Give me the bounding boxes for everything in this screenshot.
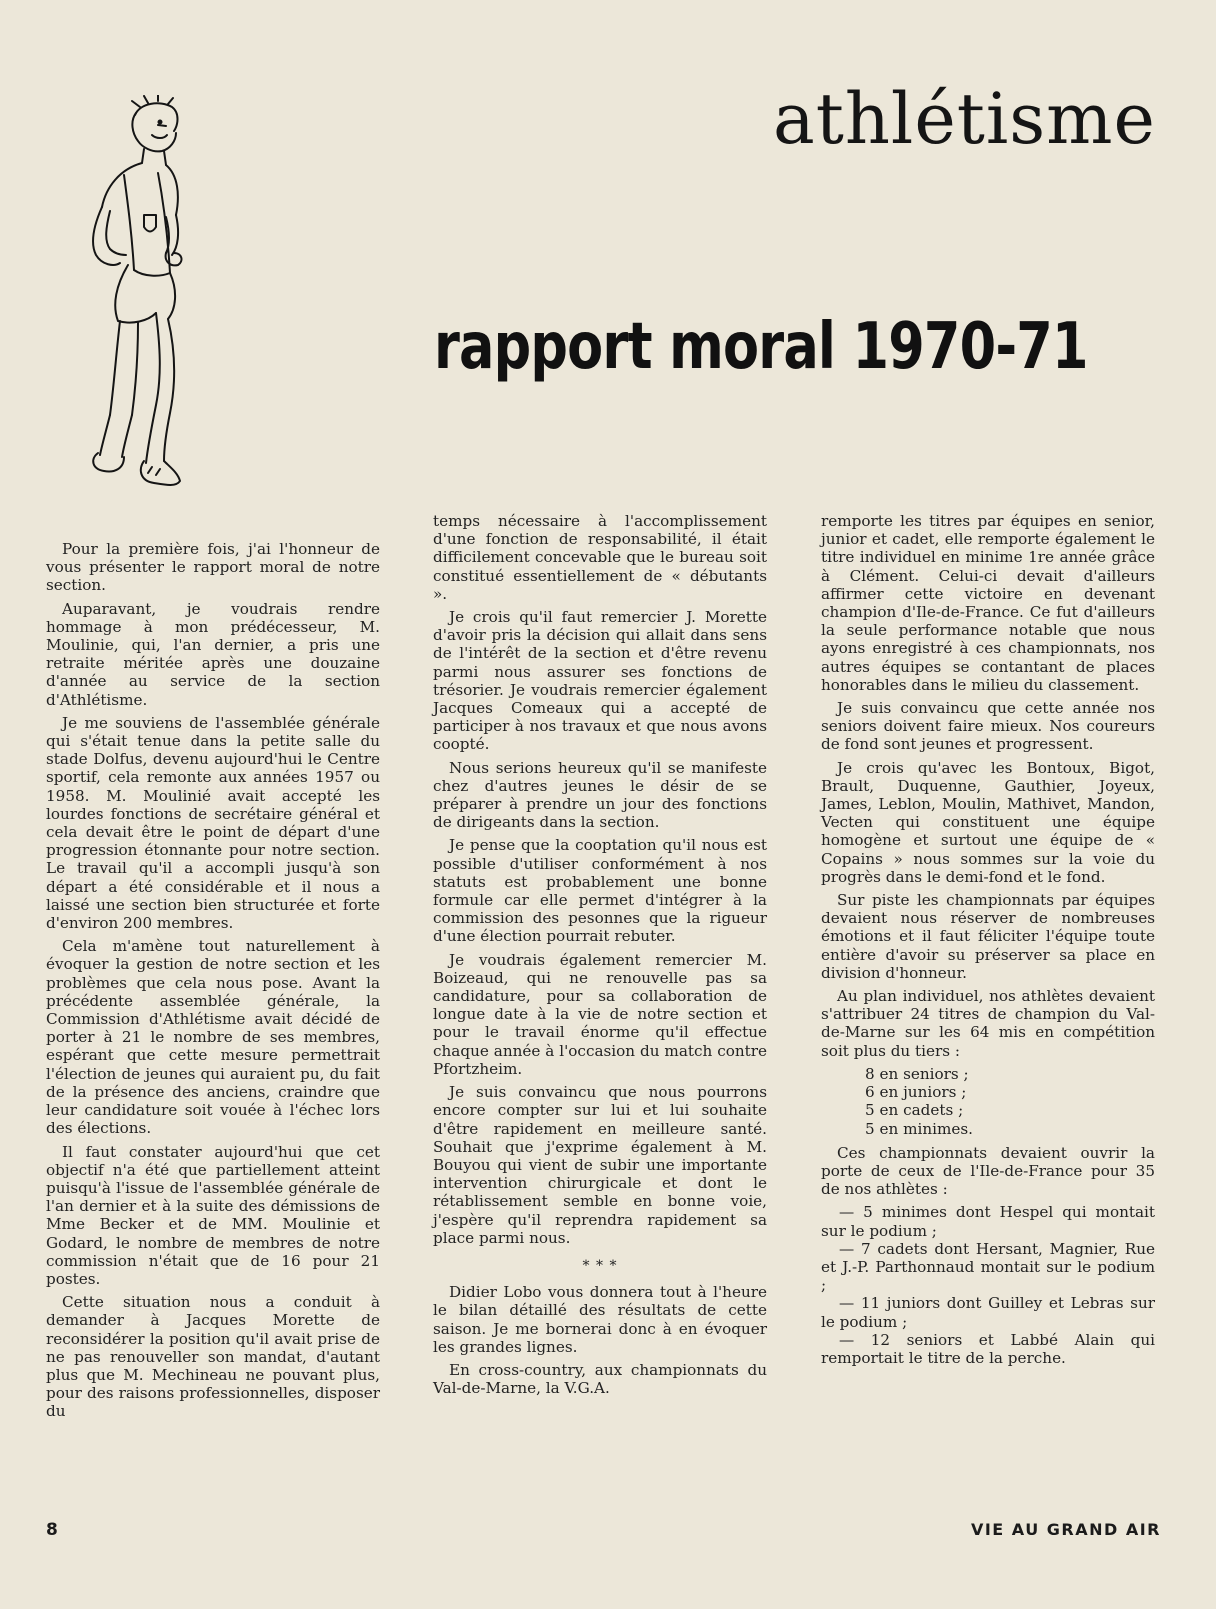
runner-illustration [40,95,200,505]
list-item: 5 en minimes. [865,1119,973,1138]
list-item: — 5 minimes dont Hespel qui montait sur le podium ; [821,1203,1155,1240]
paragraph: Je pense que la cooptation qu'il nous est possible d'utiliser conformément à nos statuts est probablement une bonne formule car elle permet d'intégrer à la commission des pesonnes que la rigueur d'une élection pourrait rebuter. [433,836,767,946]
text-column-2 [433,512,767,1402]
paragraph: remporte les titres par équipes en senior, junior et cadet, elle remporte également le titre individuel en minime 1re année grâce à Clément. Celui-ci devait d'ailleurs affirmer cette victoire en devenant champion d'Ile-de-France. Ce fut d'ailleurs la seule performance notable que nous ayons enregistré à ces championnats, nos autres équipes se contantant de places honorables dans le milieu du classement. [821,512,1155,694]
athletes-list [821,1203,1155,1367]
list-item: — 12 seniors et Labbé Alain qui remportait le titre de la perche. [821,1330,1155,1367]
paragraph: Cela m'amène tout naturellement à évoquer la gestion de notre section et les problèmes que cela nous pose. Avant la précédente assemblée générale, la Commission d'Athlétisme avait décidé de porter à 21 le nombre de ses membres, espérant que cette mesure permettrait l'élection de jeunes qui auraient pu, du fait de la présence des anciens, craindre que leur candidature soit vouée à l'échec lors des élections. [46,937,380,1138]
list-item: 6 en juniors ; [865,1083,967,1102]
paragraph: Je crois qu'avec les Bontoux, Bigot, Brault, Duquenne, Gauthier, Joyeux, James, Leblon, Moulin, Mathivet, Mandon, Vecten qui constituent une équipe homogène et surtout une équipe de « Copains » nous sommes sur la voie du progrès dans le demi-fond et le fond. [821,758,1155,886]
paragraph: Il faut constater aujourd'hui que cet objectif n'a été que partiellement atteint puisqu'à l'issue de l'assemblée générale de l'an dernier et à la suite des démissions de Mme Becker et de MM. Moulinie et Godard, le nombre de membres de notre commission n'était que de 16 pour 21 postes. [46,1142,380,1288]
titles-list [821,1065,1155,1138]
text-column-1 [46,540,380,1426]
paragraph: Je suis convaincu que nous pourrons encore compter sur lui et lui souhaite d'être rapidement en meilleure santé. Souhait que j'exprime également à M. Bouyou qui vient de subir une importante intervention chirurgicale et dont le rétablissement semble en bonne voie, j'espère qu'il reprendra rapidement sa place parmi nous. [433,1083,767,1247]
list-item: — 7 cadets dont Hersant, Magnier, Rue et J.-P. Parthonnaud montait sur le podium ; [821,1239,1155,1295]
paragraph: Sur piste les championnats par équipes devaient nous réserver de nombreuses émotions et il faut féliciter l'équipe toute entière d'avoir su préserver sa place en division d'honneur. [821,891,1155,982]
paragraph: Je voudrais également remercier M. Boizeaud, qui ne renouvelle pas sa candidature, pour sa collaboration de longue date à la vie de notre section et pour le travail énorme qu'il effectue chaque année à l'occasion du match contre Pfortzheim. [433,950,767,1078]
page-number: 8 [46,1520,58,1540]
list-item: — 11 juniors dont Guilley et Lebras sur le podium ; [821,1294,1155,1331]
section-title: athlétisme [772,78,1156,160]
paragraph: Je me souviens de l'assemblée générale qui s'était tenue dans la petite salle du stade Dolfus, devenu aujourd'hui le Centre sportif, cela remonte aux années 1957 ou 1958. M. Moulinié avait accepté les lourdes fonctions de secrétaire général et cela devait être le point de départ d'une progression étonnante pour notre section. Le travail qu'il a accompli jusqu'à son départ a été considérable et il nous a laissé une section bien structurée et forte d'environ 200 membres. [46,713,380,933]
paragraph: Nous serions heureux qu'il se manifeste chez d'autres jeunes le désir de se préparer à prendre un jour des fonctions de dirigeants dans la section. [433,758,767,832]
text-column-3 [821,512,1155,1367]
list-item: 8 en seniors ; [865,1064,969,1083]
paragraph: Auparavant, je voudrais rendre hommage à mon prédécesseur, M. Moulinie, qui, l'an dernier, a pris une retraite méritée après une douzaine d'année au service de la section d'Athlétisme. [46,599,380,709]
paragraph: En cross-country, aux championnats du Val-de-Marne, la V.G.A. [433,1360,767,1398]
main-title: rapport moral 1970-71 [434,310,1088,384]
section-separator: * * * [582,1257,618,1274]
paragraph: Au plan individuel, nos athlètes devaient s'attribuer 24 titres de champion du Val-de-Marne sur les 64 mis en compétition soit plus du tiers : [821,987,1155,1060]
paragraph: Didier Lobo vous donnera tout à l'heure le bilan détaillé des résultats de cette saison. Je me bornerai donc à en évoquer les grandes lignes. [433,1283,767,1356]
magazine-name: VIE AU GRAND AIR [970,1520,1161,1539]
paragraph: Ces championnats devaient ouvrir la porte de ceux de l'Ile-de-France pour 35 de nos athlètes : [821,1143,1155,1199]
paragraph: temps nécessaire à l'accomplissement d'une fonction de responsabilité, il était difficilement concevable que le bureau soit constitué essentiellement de « débutants ». [433,512,767,603]
paragraph: Je suis convaincu que cette année nos seniors doivent faire mieux. Nos coureurs de fond sont jeunes et progressent. [821,699,1155,754]
list-item: 5 en cadets ; [865,1101,964,1120]
paragraph: Cette situation nous a conduit à demander à Jacques Morette de reconsidérer la position qu'il avait prise de ne pas renouveller son mandat, d'autant plus que M. Mechineau ne pouvant plus, pour des raisons professionnelles, disposer du [46,1293,380,1421]
paragraph: Je crois qu'il faut remercier J. Morette d'avoir pris la décision qui allait dans sens de l'intérêt de la section et d'être revenu parmi nous assurer ses fonctions de trésorier. Je voudrais remercier également Jacques Comeaux qui a accepté de participer à nos travaux et que nous avons coopté. [433,608,767,754]
paragraph: Pour la première fois, j'ai l'honneur de vous présenter le rapport moral de notre section. [46,540,380,595]
